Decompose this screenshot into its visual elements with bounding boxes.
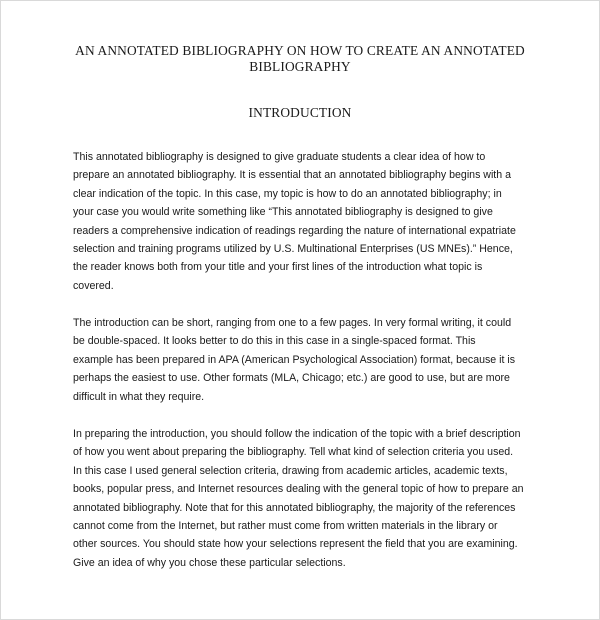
paragraph-introduction-length: The introduction can be short, ranging from one to a few pages. In very formal writing, it could be double-spaced. It looks better to do this in this case in a single-spaced format. This example has been prepared in APA (American Psychological Association) format, because it is perhaps the easiest to use. Other formats (MLA, Chicago; etc.) are good to use, but are more difficult in what they require. — [73, 317, 516, 403]
paragraph-selection-criteria: In preparing the introduction, you should follow the indication of the topic with a brief description of how you went about preparing the bibliography. Tell what kind of selection criteria you used. In this case I used general selection criteria, drawing from academic articles, academic texts, books, popular press, and Internet resources dealing with the general topic of how to prepare an annotated bibliography. Note that for this annotated bibliography, the majority of the references cannot come from the Internet, but rather must come from written materials in the library or other sources. You should state how your selections represent the field that you are examining. Give an idea of why you chose these particular selections. — [73, 428, 524, 569]
section-heading-introduction: INTRODUCTION — [248, 105, 352, 120]
document-title: AN ANNOTATED BIBLIOGRAPHY ON HOW TO CREATE AN ANNOTATED BIBLIOGRAPHY — [75, 43, 525, 74]
paragraph-topic-indication: This annotated bibliography is designed to give graduate students a clear idea of how to prepare an annotated bibliography. It is essential that an annotated bibliography begins with a clear indication of the topic. In this case, my topic is how to do an annotated bibliography; in your case you would write something like “This annotated bibliography is designed to give readers a comprehensive indication of readings regarding the nature of international expatriate selection and training programs utilized by U.S. Multinational Enterprises (US MNEs).” Hence, the reader knows both from your title and your first lines of the introduction what topic is covered. — [73, 151, 516, 292]
